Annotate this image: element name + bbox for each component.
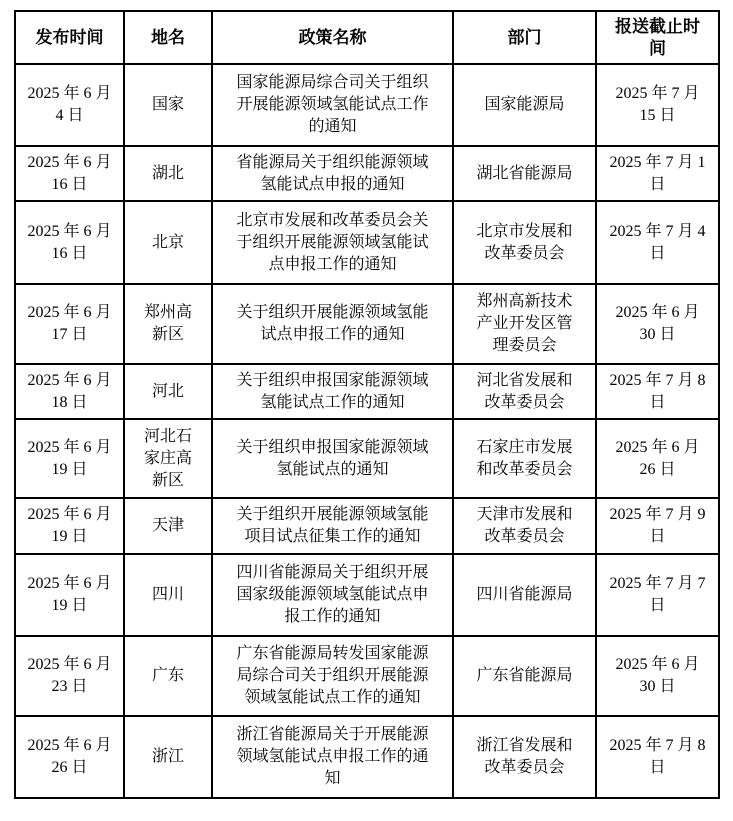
cell-department: 北京市发展和改革委员会 — [453, 201, 596, 284]
cell-policy-name: 四川省能源局关于组织开展国家级能源领域氢能试点申报工作的通知 — [212, 554, 453, 636]
cell-publish-date: 2025 年 6 月 23 日 — [15, 636, 124, 716]
column-header-department: 部门 — [453, 11, 596, 64]
cell-region: 河北 — [124, 364, 212, 419]
table-row — [15, 636, 719, 716]
cell-deadline: 2025 年 7 月 4 日 — [596, 201, 719, 284]
cell-department: 郑州高新技术产业开发区管理委员会 — [453, 284, 596, 364]
column-header-policy-name: 政策名称 — [212, 11, 453, 64]
cell-deadline: 2025 年 7 月 8 日 — [596, 364, 719, 419]
cell-deadline: 2025 年 6 月 26 日 — [596, 419, 719, 498]
cell-publish-date: 2025 年 6 月 16 日 — [15, 146, 124, 201]
cell-deadline: 2025 年 7 月 9 日 — [596, 498, 719, 554]
table-row — [15, 284, 719, 364]
cell-department: 湖北省能源局 — [453, 146, 596, 201]
cell-policy-name: 省能源局关于组织能源领域氢能试点申报的通知 — [212, 146, 453, 201]
cell-deadline: 2025 年 7 月 15 日 — [596, 64, 719, 146]
cell-deadline: 2025 年 6 月 30 日 — [596, 636, 719, 716]
cell-region: 广东 — [124, 636, 212, 716]
cell-publish-date: 2025 年 6 月 26 日 — [15, 716, 124, 798]
cell-region: 四川 — [124, 554, 212, 636]
cell-deadline: 2025 年 7 月 8 日 — [596, 716, 719, 798]
column-header-deadline: 报送截止时间 — [596, 11, 719, 64]
cell-policy-name: 关于组织开展能源领域氢能项目试点征集工作的通知 — [212, 498, 453, 554]
table-row — [15, 498, 719, 554]
cell-policy-name: 关于组织开展能源领域氢能试点申报工作的通知 — [212, 284, 453, 364]
cell-region: 北京 — [124, 201, 212, 284]
policy-table — [14, 10, 720, 799]
header-row — [15, 11, 719, 64]
table-row — [15, 419, 719, 498]
cell-publish-date: 2025 年 6 月 17 日 — [15, 284, 124, 364]
cell-policy-name: 北京市发展和改革委员会关于组织开展能源领域氢能试点申报工作的通知 — [212, 201, 453, 284]
cell-publish-date: 2025 年 6 月 4 日 — [15, 64, 124, 146]
cell-department: 天津市发展和改革委员会 — [453, 498, 596, 554]
cell-deadline: 2025 年 6 月 30 日 — [596, 284, 719, 364]
cell-policy-name: 国家能源局综合司关于组织开展能源领域氢能试点工作的通知 — [212, 64, 453, 146]
cell-publish-date: 2025 年 6 月 18 日 — [15, 364, 124, 419]
cell-policy-name: 关于组织申报国家能源领域氢能试点的通知 — [212, 419, 453, 498]
table-row — [15, 716, 719, 798]
cell-region: 天津 — [124, 498, 212, 554]
table-row — [15, 64, 719, 146]
cell-publish-date: 2025 年 6 月 19 日 — [15, 498, 124, 554]
column-header-region: 地名 — [124, 11, 212, 64]
cell-department: 河北省发展和改革委员会 — [453, 364, 596, 419]
cell-region: 国家 — [124, 64, 212, 146]
cell-department: 石家庄市发展和改革委员会 — [453, 419, 596, 498]
cell-deadline: 2025 年 7 月 7 日 — [596, 554, 719, 636]
column-header-publish-date: 发布时间 — [15, 11, 124, 64]
cell-region: 河北石家庄高新区 — [124, 419, 212, 498]
cell-department: 浙江省发展和改革委员会 — [453, 716, 596, 798]
cell-publish-date: 2025 年 6 月 16 日 — [15, 201, 124, 284]
cell-region: 湖北 — [124, 146, 212, 201]
cell-region: 郑州高新区 — [124, 284, 212, 364]
cell-policy-name: 广东省能源局转发国家能源局综合司关于组织开展能源领域氢能试点工作的通知 — [212, 636, 453, 716]
cell-department: 广东省能源局 — [453, 636, 596, 716]
table-row — [15, 201, 719, 284]
cell-region: 浙江 — [124, 716, 212, 798]
cell-department: 四川省能源局 — [453, 554, 596, 636]
cell-deadline: 2025 年 7 月 1 日 — [596, 146, 719, 201]
cell-policy-name: 浙江省能源局关于开展能源领域氢能试点申报工作的通知 — [212, 716, 453, 798]
cell-policy-name: 关于组织申报国家能源领域氢能试点工作的通知 — [212, 364, 453, 419]
table-row — [15, 146, 719, 201]
cell-publish-date: 2025 年 6 月 19 日 — [15, 419, 124, 498]
cell-publish-date: 2025 年 6 月 19 日 — [15, 554, 124, 636]
cell-department: 国家能源局 — [453, 64, 596, 146]
table-row — [15, 364, 719, 419]
table-row — [15, 554, 719, 636]
